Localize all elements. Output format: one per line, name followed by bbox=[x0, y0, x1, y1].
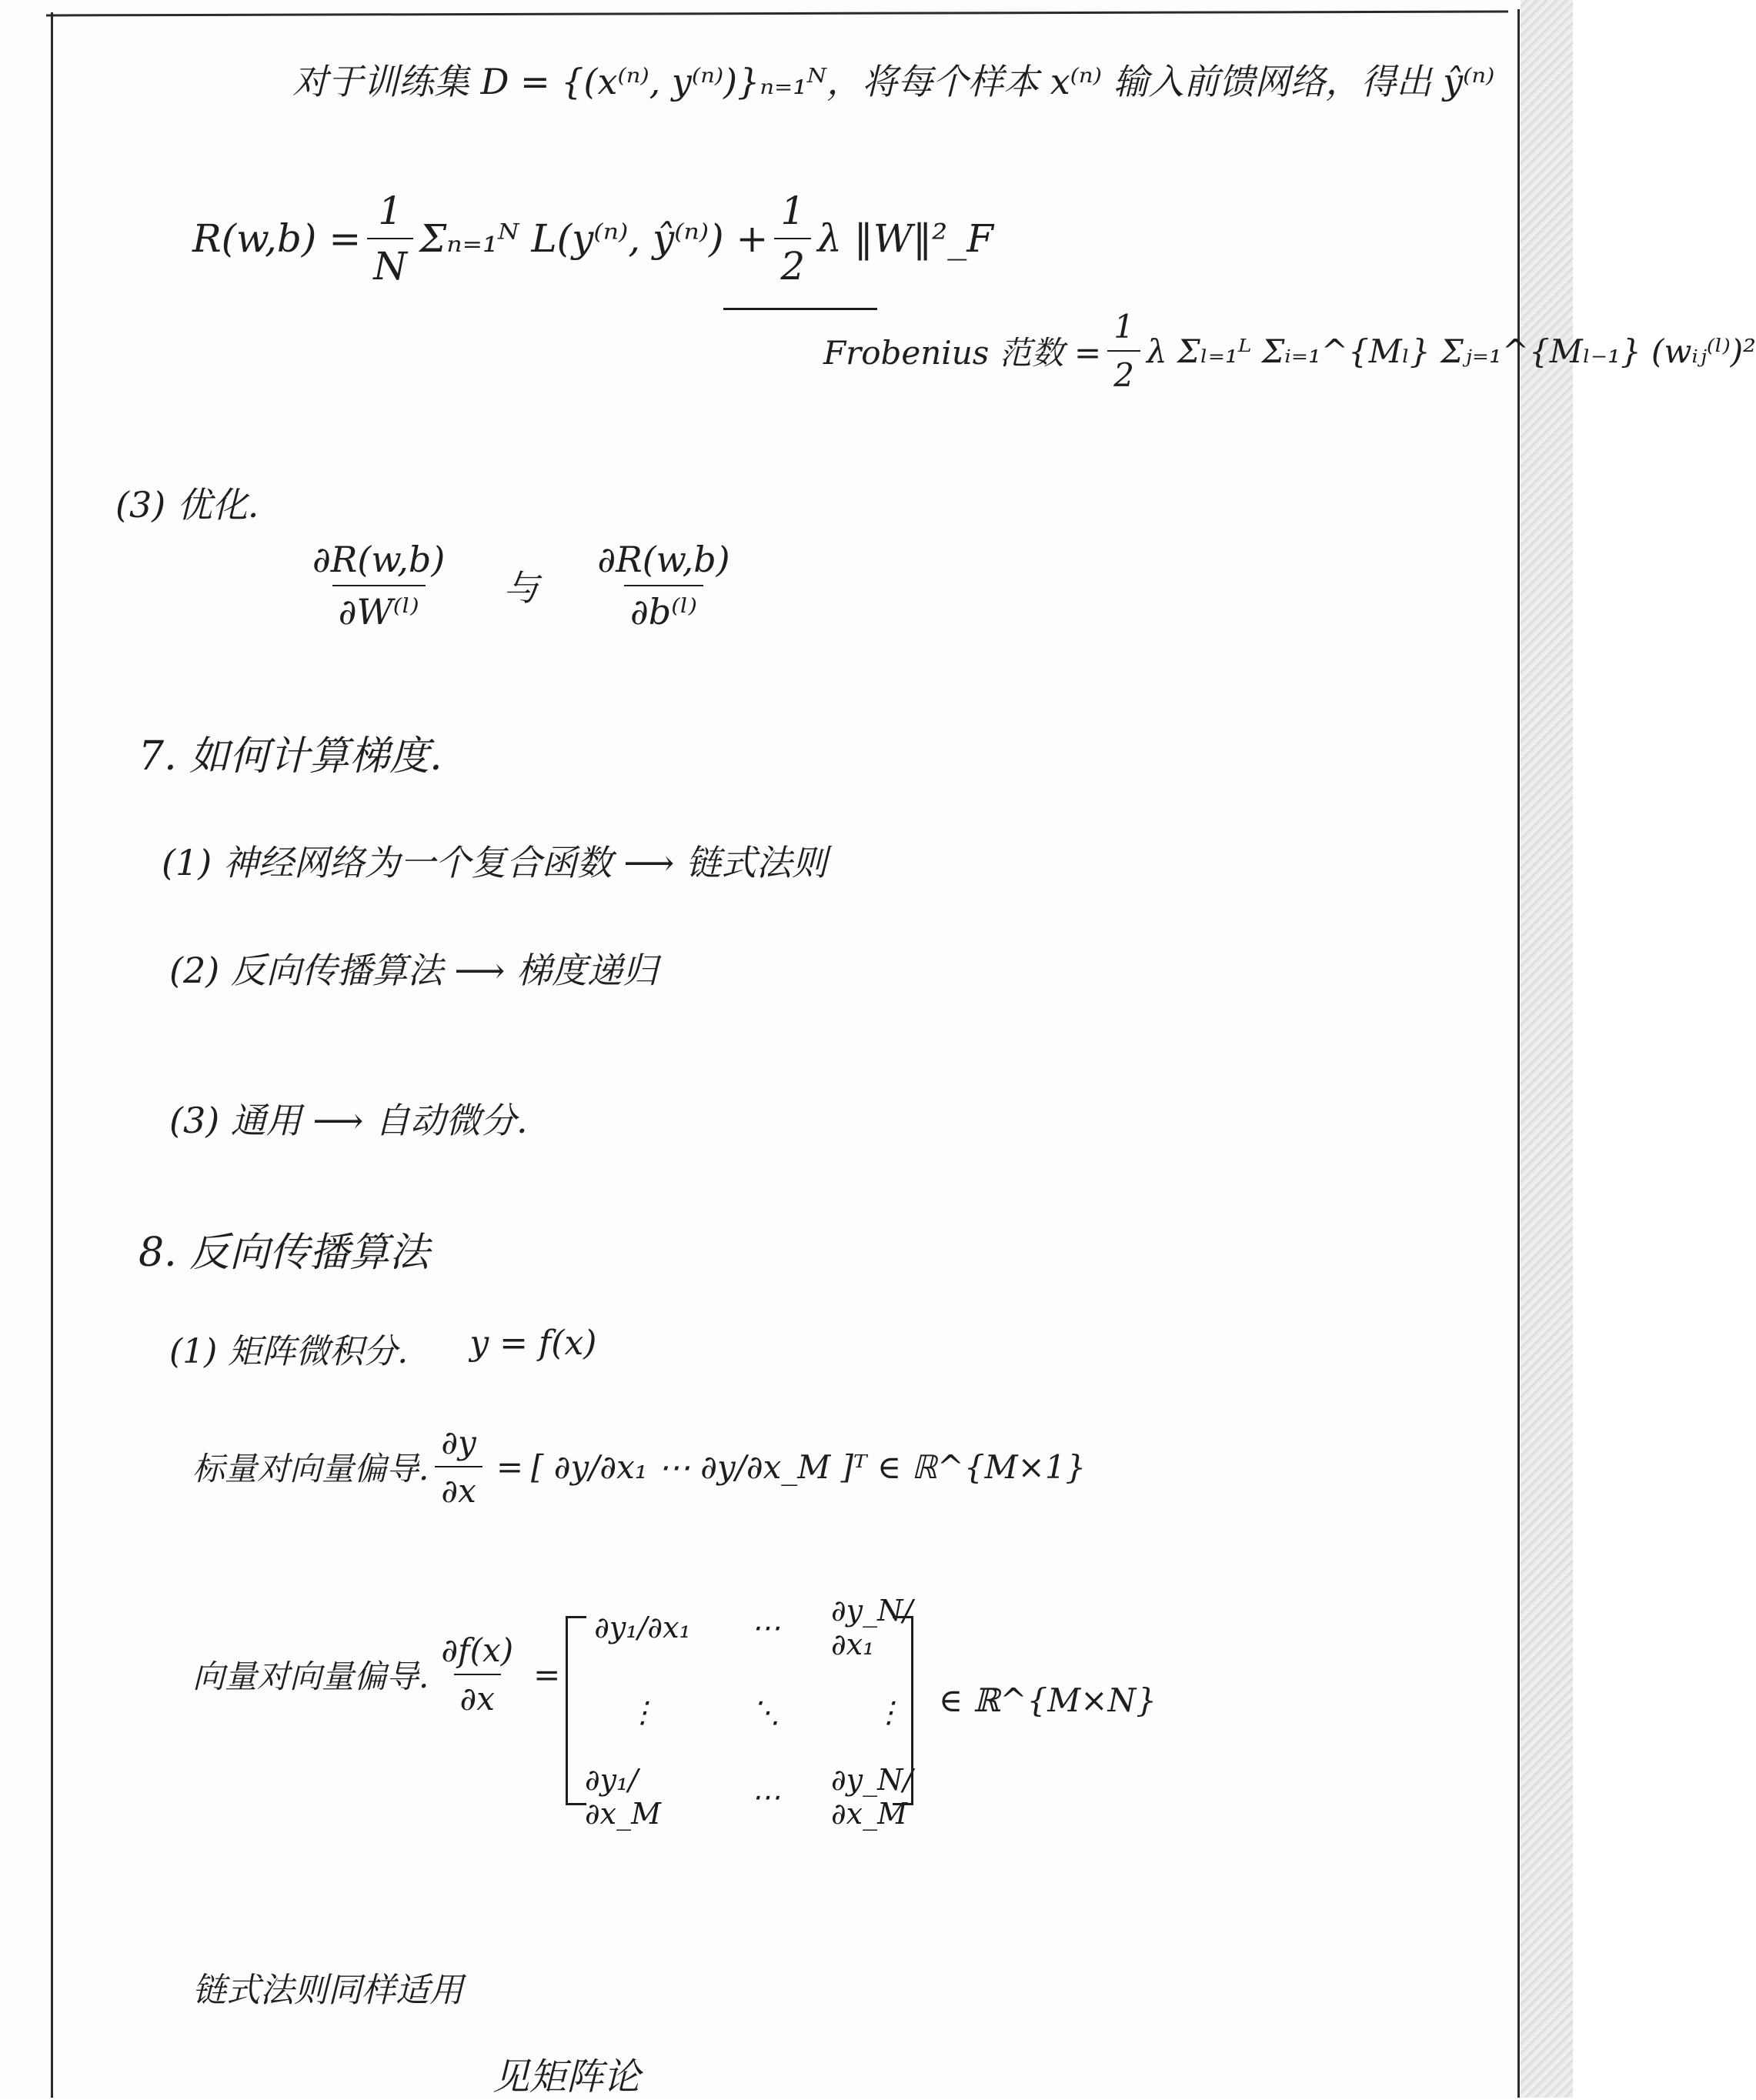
opt-heading: (3) 优化. bbox=[115, 484, 259, 526]
scalar-vector-den: ∂x bbox=[435, 1466, 482, 1510]
risk-sum: Σₙ₌₁ᴺ L(y⁽ⁿ⁾, ŷ⁽ⁿ⁾) + bbox=[419, 216, 769, 261]
risk-reg-frac-num: 1 bbox=[780, 189, 806, 233]
see-matrix-theory: 见矩阵论 bbox=[492, 2055, 641, 2098]
matrix-cell: ∂y_N/∂x_M bbox=[831, 1763, 913, 1831]
matrix-bracket-left bbox=[566, 1616, 586, 1805]
matrix-space: ∈ ℝ^{M×N} bbox=[939, 1681, 1157, 1719]
risk-reg: λ ‖W‖²_F bbox=[817, 216, 993, 261]
grad-w-num: ∂R(w,b) bbox=[312, 539, 446, 580]
risk-formula bbox=[192, 189, 993, 289]
vector-vector-frac bbox=[435, 1631, 519, 1718]
grad-b-num: ∂R(w,b) bbox=[597, 539, 730, 580]
risk-lhs: R(w,b) = bbox=[192, 216, 362, 261]
grad-b-frac bbox=[591, 539, 736, 633]
scalar-vector-label: 标量对向量偏导. bbox=[192, 1450, 429, 1487]
section-8-heading: 8. 反向传播算法 bbox=[139, 1230, 430, 1276]
scalar-vector-eq: = bbox=[496, 1447, 524, 1486]
grad-w-den: ∂W⁽ˡ⁾ bbox=[332, 585, 426, 633]
vector-vector-num: ∂f(x) bbox=[441, 1631, 514, 1669]
vector-vector-derivative bbox=[192, 1631, 568, 1718]
risk-frac bbox=[367, 189, 413, 289]
matrix-cell: ⋮ bbox=[874, 1695, 903, 1729]
frobenius-line bbox=[823, 308, 1756, 394]
frobenius-label: Frobenius 范数 = bbox=[823, 334, 1102, 372]
risk-frac-den: N bbox=[367, 238, 413, 289]
section-7-item-2: (2) 反向传播算法 ⟶ 梯度递归 bbox=[169, 950, 658, 991]
frobenius-frac-den: 2 bbox=[1107, 350, 1140, 394]
frobenius-formula: λ Σₗ₌₁ᴸ Σᵢ₌₁^{Mₗ} Σⱼ₌₁^{Mₗ₋₁} (wᵢⱼ⁽ˡ⁾)² bbox=[1146, 332, 1756, 370]
matrix-cell: ⋱ bbox=[751, 1695, 780, 1729]
section-8-item-1 bbox=[169, 1324, 596, 1373]
frobenius-frac-num: 1 bbox=[1113, 308, 1134, 346]
chain-rule-line: 链式法则同样适用 bbox=[192, 1971, 463, 2010]
page-border-top bbox=[46, 11, 1508, 17]
training-set-line: 对于训练集 D = {(x⁽ⁿ⁾, y⁽ⁿ⁾)}ₙ₌₁ᴺ，将每个样本 x⁽ⁿ⁾ 输入前馈网络，得出 ŷ⁽ⁿ⁾ bbox=[292, 61, 1495, 102]
grad-b-den: ∂b⁽ˡ⁾ bbox=[624, 585, 703, 633]
frobenius-frac bbox=[1107, 308, 1140, 394]
matrix-cell: ∂y₁/∂x₁ bbox=[594, 1611, 691, 1644]
matrix-cell: ∂y_N/∂x₁ bbox=[831, 1594, 913, 1661]
section-7-item-1: (1) 神经网络为一个复合函数 ⟶ 链式法则 bbox=[162, 842, 827, 883]
vector-vector-label: 向量对向量偏导. bbox=[192, 1658, 429, 1695]
risk-reg-frac bbox=[774, 189, 811, 289]
matrix-cell: ⋯ bbox=[751, 1611, 780, 1644]
scalar-vector-num: ∂y bbox=[441, 1424, 476, 1461]
scalar-vector-derivative bbox=[192, 1424, 1086, 1510]
gradient-pair bbox=[300, 539, 743, 633]
function-def: y = f(x) bbox=[469, 1324, 597, 1363]
scalar-vector-body: [ ∂y/∂x₁ ⋯ ∂y/∂x_M ]ᵀ ∈ ℝ^{M×1} bbox=[531, 1447, 1087, 1486]
scalar-vector-frac bbox=[435, 1424, 482, 1510]
vector-vector-eq: = bbox=[533, 1655, 561, 1694]
risk-reg-frac-den: 2 bbox=[774, 238, 811, 289]
risk-frac-num: 1 bbox=[378, 189, 402, 233]
grad-and: 与 bbox=[503, 567, 539, 609]
section-7-item-3: (3) 通用 ⟶ 自动微分. bbox=[169, 1100, 528, 1141]
matrix-cell: ⋯ bbox=[751, 1780, 780, 1814]
matrix-cell: ⋮ bbox=[628, 1695, 657, 1729]
matrix-calculus-label: (1) 矩阵微积分. bbox=[169, 1332, 409, 1371]
matrix-bracket-right bbox=[893, 1616, 913, 1805]
grad-w-frac bbox=[306, 539, 451, 633]
page-border-left bbox=[51, 12, 53, 2098]
section-7-heading: 7. 如何计算梯度. bbox=[139, 733, 442, 780]
matrix-cell: ∂y₁/∂x_M bbox=[585, 1763, 661, 1831]
vector-vector-den: ∂x bbox=[454, 1674, 501, 1718]
